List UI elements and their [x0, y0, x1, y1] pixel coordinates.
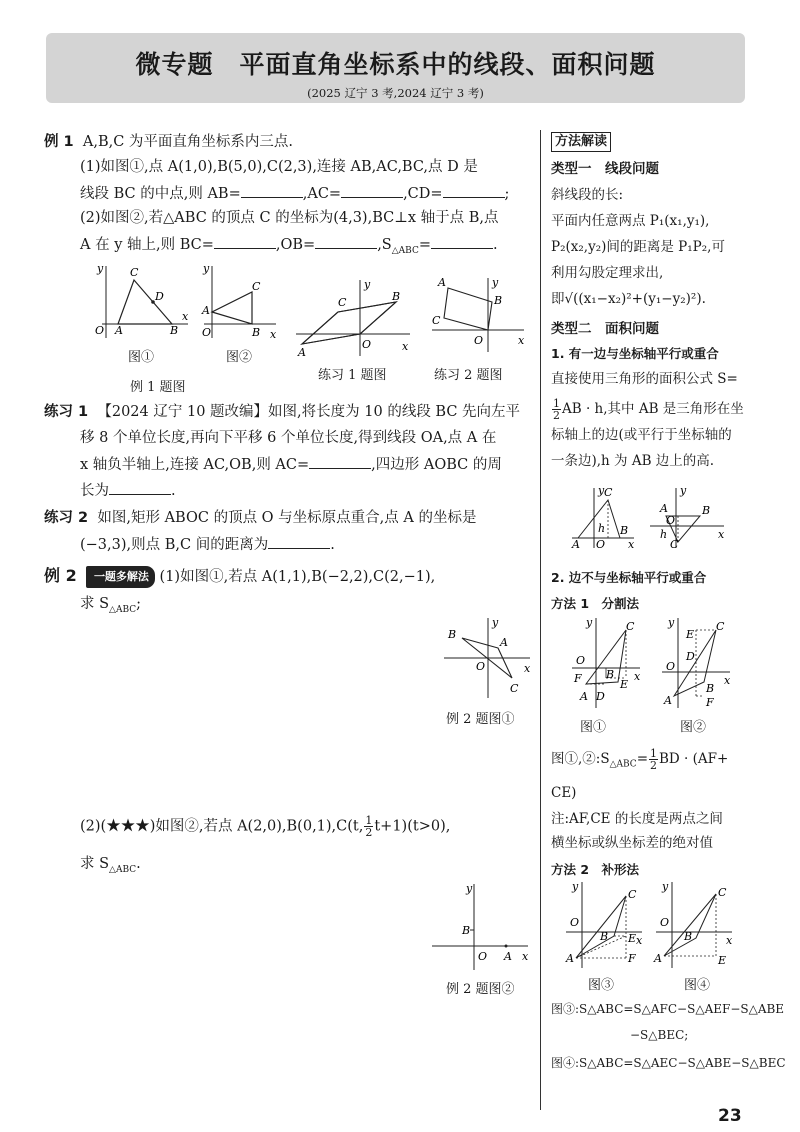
svg-text:x: x — [724, 674, 731, 687]
fraction-num: 1 — [650, 747, 657, 760]
sidebar-case1-figure-b — [646, 486, 726, 550]
svg-text:C: C — [626, 620, 635, 633]
svg-text:C: C — [604, 486, 613, 499]
example2-p1b-sub: △ABC — [109, 604, 137, 615]
svg-text:x: x — [636, 934, 643, 947]
sidebar-s4: 即√((x₁−x₂)²+(y₁−y₂)²). — [551, 291, 706, 307]
sidebar-m2-fig4-caption: 图④ — [684, 978, 711, 993]
example1-intro: A,B,C 为平面直角坐标系内三点. — [82, 134, 294, 150]
title-banner — [46, 33, 745, 103]
svg-text:B: B — [462, 924, 471, 937]
example1-group-caption: 例 1 题图 — [130, 380, 186, 395]
svg-text:B: B — [702, 504, 711, 517]
svg-text:D: D — [155, 290, 164, 303]
example1-intro-line — [44, 132, 293, 152]
sidebar-formula3a: 图③:S△ABC=S△AFC−S△AEF−S△ABE — [551, 1002, 785, 1016]
svg-text:C: C — [338, 296, 347, 309]
multi-solution-badge: 一题多解法 — [86, 566, 155, 588]
answer-blank-distance[interactable] — [268, 534, 330, 549]
practice1-line4 — [80, 480, 176, 501]
svg-text:O: O — [474, 334, 484, 347]
sidebar-method2: 方法 2 补形法 — [551, 862, 640, 877]
practice1-line3 — [80, 454, 502, 475]
svg-text:B: B — [170, 324, 179, 337]
svg-text:B: B — [252, 326, 261, 339]
svg-text:C: C — [718, 886, 727, 899]
fraction-den: 2 — [365, 826, 373, 839]
example2-p1b: 求 S — [80, 596, 110, 612]
example2-fig1-caption: 例 2 题图① — [446, 712, 515, 727]
svg-text:y: y — [203, 262, 210, 275]
svg-text:A: A — [580, 690, 588, 703]
m1f-eq: = — [636, 751, 648, 767]
example1-figure-2 — [200, 262, 280, 340]
sidebar-s2: P₂(x₂,y₂)间的距离是 P₁P₂,可 — [551, 239, 725, 255]
svg-text:E: E — [628, 932, 637, 945]
svg-text:B: B — [620, 524, 629, 537]
fraction-half — [552, 398, 561, 421]
svg-text:B: B — [448, 628, 457, 641]
svg-text:O: O — [596, 538, 606, 551]
svg-text:y: y — [586, 616, 593, 629]
svg-text:x: x — [522, 950, 529, 963]
sidebar-type2: 类型二 面积问题 — [551, 321, 659, 337]
example2-figure-2 — [430, 880, 530, 972]
example1-p1b-end: ; — [504, 186, 510, 202]
sidebar-m2-fig3-caption: 图③ — [588, 978, 615, 993]
svg-text:O: O — [570, 916, 580, 929]
sidebar-method1-figure-2 — [660, 616, 732, 710]
practice1-text3-post: ,四边形 AOBC 的周 — [371, 457, 502, 473]
example2-label: 例 2 — [44, 566, 77, 585]
svg-text:O: O — [478, 950, 488, 963]
fraction-num: 1 — [365, 814, 373, 827]
svg-text:h: h — [598, 522, 606, 535]
example1-p1a: (1)如图①,点 A(1,0),B(5,0),C(2,3),连接 AB,AC,BC,点 D 是 — [80, 159, 478, 175]
sidebar-c1b — [551, 398, 744, 421]
svg-text:D: D — [596, 690, 605, 703]
example2-line1 — [44, 566, 435, 588]
sidebar-method2-figure-4 — [654, 880, 734, 970]
svg-text:C: C — [510, 682, 519, 695]
example1-p2b-ob: ,OB= — [275, 237, 316, 253]
practice2-text1: 如图,矩形 ABOC 的顶点 O 与坐标原点重合,点 A 的坐标是 — [97, 510, 477, 526]
example2-p2b-end: . — [136, 856, 141, 872]
svg-text:y: y — [97, 262, 104, 275]
svg-text:O: O — [666, 514, 676, 527]
practice1-caption: 练习 1 题图 — [318, 368, 387, 383]
example2-figure-1 — [440, 614, 532, 700]
svg-text:A: A — [660, 502, 668, 515]
sidebar-note1: 注:AF,CE 的长度是两点之间 — [551, 811, 723, 827]
svg-text:F: F — [706, 696, 714, 709]
answer-blank-ac[interactable] — [341, 183, 403, 198]
example1-fig2-caption: 图② — [226, 350, 253, 365]
svg-text:y: y — [492, 616, 499, 629]
svg-text:x: x — [402, 340, 409, 353]
sidebar-note2: 横坐标或纵坐标差的绝对值 — [551, 835, 713, 851]
svg-text:B: B — [600, 930, 609, 943]
fraction-den: 2 — [553, 409, 560, 422]
example2-p2-pre: (2)(★★★)如图②,若点 A(2,0),B(0,1),C(t, — [80, 818, 364, 835]
fraction-num: 1 — [553, 397, 560, 410]
method-tag: 方法解读 — [551, 132, 611, 152]
example1-p2b-eq: = — [418, 237, 431, 253]
svg-text:O: O — [95, 324, 105, 337]
svg-text:B: B — [392, 290, 401, 303]
svg-text:y: y — [572, 880, 579, 893]
svg-text:O: O — [362, 338, 372, 351]
practice1-text3: x 轴负半轴上,连接 AC,OB,则 AC= — [80, 457, 310, 473]
svg-text:A: A — [504, 950, 512, 963]
sidebar-c1c: 标轴上的边(或平行于坐标轴的 — [551, 427, 732, 443]
answer-blank-perimeter[interactable] — [109, 480, 171, 495]
sidebar-c1a: 直接使用三角形的面积公式 S= — [551, 371, 738, 387]
example1-p2b-sub: △ABC — [391, 245, 419, 256]
svg-text:A: A — [654, 952, 662, 965]
svg-text:A: A — [572, 538, 580, 551]
sidebar-m1-fig2-caption: 图② — [680, 720, 707, 735]
sidebar-method2-figure-3 — [564, 880, 644, 970]
practice1-text1: 【2024 辽宁 10 题改编】如图,将长度为 10 的线段 BC 先向左平 — [97, 404, 521, 420]
answer-blank-bc[interactable] — [214, 234, 276, 249]
svg-text:y: y — [492, 276, 499, 289]
svg-text:B: B — [494, 294, 503, 307]
sidebar-s1: 平面内任意两点 P₁(x₁,y₁), — [551, 213, 710, 229]
practice2-text2: (−3,3),则点 B,C 间的距离为 — [80, 537, 269, 553]
fraction-half — [649, 748, 658, 771]
practice2-label: 练习 2 — [44, 510, 89, 526]
example2-p1a: (1)如图①,若点 A(1,1),B(−2,2),C(2,−1), — [159, 569, 436, 585]
svg-text:A: A — [500, 636, 508, 649]
example1-p2b-text: A 在 y 轴上,则 BC= — [80, 237, 214, 253]
svg-text:y: y — [662, 880, 669, 893]
method-tag-row — [551, 132, 611, 152]
svg-text:C: C — [670, 538, 679, 551]
example1-p1b-text: 线段 BC 的中点,则 AB= — [80, 186, 241, 202]
example2-p1b-end: ; — [136, 596, 142, 612]
svg-text:A: A — [298, 346, 306, 359]
svg-text:y: y — [364, 278, 371, 291]
svg-text:y: y — [466, 882, 473, 895]
answer-blank-ab[interactable] — [241, 183, 303, 198]
sidebar-m1-fig1-caption: 图① — [580, 720, 607, 735]
svg-text:E: E — [620, 678, 629, 691]
svg-text:C: C — [130, 266, 139, 279]
example1-figure-1 — [92, 262, 192, 340]
svg-text:O: O — [476, 660, 486, 673]
practice1-text4: 长为 — [80, 483, 109, 499]
svg-text:x: x — [718, 528, 725, 541]
svg-text:C: C — [252, 280, 261, 293]
practice2-figure — [428, 274, 528, 356]
answer-blank-practice1-ac[interactable] — [309, 454, 371, 469]
svg-text:A: A — [438, 276, 446, 289]
svg-text:B: B — [706, 682, 715, 695]
svg-text:A: A — [115, 324, 123, 337]
sidebar-formula4: 图④:S△ABC=S△AEC−S△ABE−S△BEC — [551, 1056, 786, 1070]
sidebar-case2: 2. 边不与坐标轴平行或重合 — [551, 570, 707, 585]
answer-blank-cd[interactable] — [443, 183, 505, 198]
sidebar-c1b-text: AB · h,其中 AB 是三角形在坐 — [562, 401, 744, 417]
example2-line2 — [80, 594, 141, 620]
example1-p2b-s: ,S — [377, 237, 392, 253]
svg-text:h: h — [660, 528, 668, 541]
m1f-post: BD · (AF+ — [659, 751, 729, 767]
example2-p2b-sub: △ABC — [109, 864, 137, 875]
practice2-line1 — [44, 508, 476, 528]
svg-text:B: B — [684, 930, 693, 943]
svg-text:D: D — [686, 650, 695, 663]
sidebar-m1-formula2: CE) — [551, 785, 577, 801]
example2-p2 — [80, 815, 450, 838]
fraction-den: 2 — [650, 759, 657, 772]
sidebar-type1: 类型一 线段问题 — [551, 161, 659, 177]
svg-text:C: C — [716, 620, 725, 633]
svg-text:A: A — [202, 304, 210, 317]
svg-text:x: x — [634, 670, 641, 683]
sidebar-m1-formula — [551, 748, 728, 775]
practice2-text2-post: . — [330, 537, 335, 553]
practice1-text4-post: . — [171, 483, 176, 499]
m1f-sub: △ABC — [609, 759, 637, 770]
practice2-line2 — [80, 534, 335, 555]
example2-p2b-text: 求 S — [80, 856, 110, 872]
practice1-line1 — [44, 402, 520, 422]
svg-text:y: y — [598, 484, 605, 497]
example2-fig2-caption: 例 2 题图② — [446, 982, 515, 997]
example1-p1b — [80, 183, 509, 204]
answer-blank-area[interactable] — [431, 234, 493, 249]
example1-p1b-ac: ,AC= — [302, 186, 342, 202]
m1f-pre: 图①,②:S — [551, 751, 610, 767]
svg-text:E: E — [686, 628, 695, 641]
svg-text:A: A — [664, 694, 672, 707]
example1-fig1-caption: 图① — [128, 350, 155, 365]
svg-text:F: F — [574, 672, 582, 685]
sidebar-case1: 1. 有一边与坐标轴平行或重合 — [551, 346, 719, 361]
example2-p2b — [80, 854, 141, 880]
svg-text:x: x — [524, 662, 531, 675]
svg-text:C: C — [432, 314, 441, 327]
svg-text:x: x — [270, 328, 277, 341]
svg-text:O: O — [202, 326, 212, 339]
example1-label: 例 1 — [44, 134, 74, 150]
svg-text:O: O — [660, 916, 670, 929]
svg-text:B: B — [606, 668, 615, 681]
svg-text:y: y — [668, 616, 675, 629]
svg-text:x: x — [518, 334, 525, 347]
fraction-half — [364, 815, 373, 838]
sidebar-method1: 方法 1 分割法 — [551, 596, 640, 611]
example1-p2a: (2)如图②,若△ABC 的顶点 C 的坐标为(4,3),BC⊥x 轴于点 B,点 — [80, 210, 499, 226]
svg-text:E: E — [718, 954, 727, 967]
answer-blank-ob[interactable] — [315, 234, 377, 249]
svg-text:O: O — [666, 660, 676, 673]
example2-p2-post: t+1)(t>0), — [374, 818, 451, 835]
sidebar-slant: 斜线段的长: — [551, 187, 624, 203]
practice2-caption: 练习 2 题图 — [434, 368, 503, 383]
column-divider — [540, 130, 541, 1110]
svg-text:x: x — [628, 538, 635, 551]
example1-p1b-cd: ,CD= — [403, 186, 443, 202]
page-subtitle: (2025 辽宁 3 考,2024 辽宁 3 考) — [307, 86, 484, 100]
sidebar-case1-figure-a — [568, 486, 638, 550]
svg-text:y: y — [680, 484, 687, 497]
sidebar-method1-figure-1 — [570, 616, 642, 710]
practice1-label: 练习 1 — [44, 404, 89, 420]
practice1-figure — [292, 276, 414, 358]
svg-text:A: A — [566, 952, 574, 965]
svg-text:x: x — [182, 310, 189, 323]
svg-text:F: F — [628, 952, 636, 965]
svg-text:C: C — [628, 888, 637, 901]
page-title: 微专题 平面直角坐标系中的线段、面积问题 — [135, 50, 656, 79]
practice1-line2: 移 8 个单位长度,再向下平移 6 个单位长度,得到线段 OA,点 A 在 — [80, 430, 497, 446]
sidebar-s3: 利用勾股定理求出, — [551, 265, 664, 281]
example1-p2b-end: . — [493, 237, 498, 253]
sidebar-formula3b: −S△BEC; — [630, 1028, 689, 1042]
svg-text:x: x — [726, 934, 733, 947]
page-number: 23 — [718, 1106, 742, 1126]
svg-text:O: O — [576, 654, 586, 667]
example1-p2b — [80, 234, 498, 261]
sidebar-c1d: 一条边),h 为 AB 边上的高. — [551, 453, 715, 469]
